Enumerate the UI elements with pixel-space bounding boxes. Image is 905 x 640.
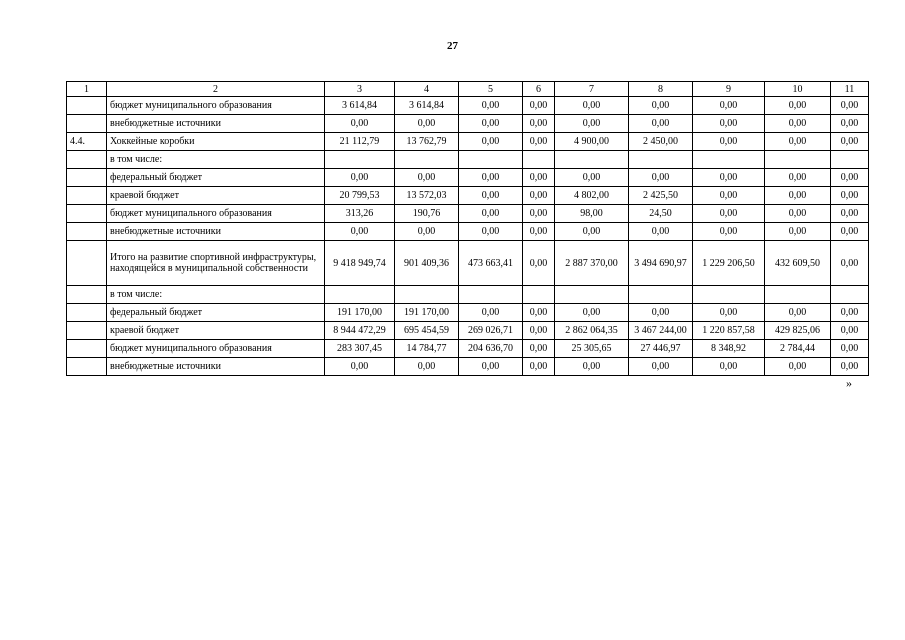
column-header-9: 9 [693,82,765,97]
value-cell-col-11: 0,00 [831,115,869,133]
value-cell-col-4: 0,00 [395,223,459,241]
value-cell-col-9: 0,00 [693,205,765,223]
value-cell-col-3: 313,26 [325,205,395,223]
value-cell-col-11: 0,00 [831,241,869,286]
value-cell-col-6: 0,00 [523,223,555,241]
row-code-cell [67,241,107,286]
value-cell-col-7: 0,00 [555,358,629,376]
table-row [67,322,869,340]
value-cell-col-3: 0,00 [325,358,395,376]
row-code-cell [67,187,107,205]
column-header-4: 4 [395,82,459,97]
value-cell-col-8: 2 450,00 [629,133,693,151]
value-cell-col-11: 0,00 [831,169,869,187]
value-cell-col-11: 0,00 [831,358,869,376]
value-cell-col-8 [629,286,693,304]
table-row [67,340,869,358]
value-cell-col-8: 0,00 [629,169,693,187]
row-name-cell: в том числе: [107,286,325,304]
value-cell-col-10: 0,00 [765,358,831,376]
value-cell-col-8: 0,00 [629,115,693,133]
value-cell-col-7: 4 900,00 [555,133,629,151]
value-cell-col-5: 473 663,41 [459,241,523,286]
value-cell-col-5: 0,00 [459,304,523,322]
value-cell-col-10: 0,00 [765,187,831,205]
value-cell-col-10 [765,151,831,169]
value-cell-col-3: 8 944 472,29 [325,322,395,340]
column-header-7: 7 [555,82,629,97]
value-cell-col-10: 0,00 [765,133,831,151]
value-cell-col-6: 0,00 [523,97,555,115]
value-cell-col-3 [325,286,395,304]
value-cell-col-4: 901 409,36 [395,241,459,286]
header-row [67,82,869,97]
value-cell-col-4: 14 784,77 [395,340,459,358]
value-cell-col-8: 27 446,97 [629,340,693,358]
table-row [67,97,869,115]
column-header-8: 8 [629,82,693,97]
column-header-3: 3 [325,82,395,97]
value-cell-col-3: 0,00 [325,223,395,241]
budget-table [66,81,869,376]
value-cell-col-8: 0,00 [629,223,693,241]
value-cell-col-5 [459,151,523,169]
value-cell-col-4: 695 454,59 [395,322,459,340]
row-code-cell: 4.4. [67,133,107,151]
value-cell-col-6: 0,00 [523,187,555,205]
value-cell-col-10: 0,00 [765,97,831,115]
table-row [67,187,869,205]
value-cell-col-9: 0,00 [693,97,765,115]
table-row [67,241,869,286]
row-name-cell: бюджет муниципального образования [107,97,325,115]
value-cell-col-9 [693,151,765,169]
value-cell-col-6: 0,00 [523,358,555,376]
value-cell-col-3: 191 170,00 [325,304,395,322]
value-cell-col-9: 0,00 [693,358,765,376]
value-cell-col-5: 0,00 [459,169,523,187]
row-name-cell: внебюджетные источники [107,115,325,133]
value-cell-col-9: 0,00 [693,169,765,187]
value-cell-col-7 [555,286,629,304]
value-cell-col-7: 4 802,00 [555,187,629,205]
value-cell-col-3 [325,151,395,169]
value-cell-col-11: 0,00 [831,97,869,115]
table-row [67,304,869,322]
table-row [67,358,869,376]
row-name-cell: бюджет муниципального образования [107,205,325,223]
value-cell-col-5: 0,00 [459,187,523,205]
value-cell-col-8: 0,00 [629,97,693,115]
value-cell-col-6: 0,00 [523,340,555,358]
value-cell-col-6: 0,00 [523,304,555,322]
value-cell-col-5: 0,00 [459,205,523,223]
value-cell-col-9: 1 220 857,58 [693,322,765,340]
value-cell-col-9: 8 348,92 [693,340,765,358]
row-code-cell [67,358,107,376]
value-cell-col-3: 21 112,79 [325,133,395,151]
value-cell-col-8: 3 467 244,00 [629,322,693,340]
value-cell-col-10: 0,00 [765,223,831,241]
row-code-cell [67,322,107,340]
value-cell-col-10: 0,00 [765,205,831,223]
table-body [67,97,869,376]
row-name-cell: федеральный бюджет [107,304,325,322]
value-cell-col-11: 0,00 [831,304,869,322]
row-code-cell [67,97,107,115]
value-cell-col-4: 191 170,00 [395,304,459,322]
value-cell-col-4 [395,151,459,169]
value-cell-col-4: 13 762,79 [395,133,459,151]
table-row [67,169,869,187]
value-cell-col-3: 9 418 949,74 [325,241,395,286]
row-name-cell: краевой бюджет [107,187,325,205]
value-cell-col-7: 0,00 [555,115,629,133]
value-cell-col-11: 0,00 [831,133,869,151]
value-cell-col-6 [523,286,555,304]
column-header-6: 6 [523,82,555,97]
value-cell-col-5: 269 026,71 [459,322,523,340]
value-cell-col-4: 3 614,84 [395,97,459,115]
value-cell-col-4: 0,00 [395,358,459,376]
row-name-cell: федеральный бюджет [107,169,325,187]
table-row [67,133,869,151]
value-cell-col-9: 0,00 [693,115,765,133]
value-cell-col-6 [523,151,555,169]
value-cell-col-7: 2 862 064,35 [555,322,629,340]
row-name-cell: Хоккейные коробки [107,133,325,151]
row-name-cell: Итого на развитие спортивной инфраструктуры, находящейся в муниципальной собственности [107,241,325,286]
value-cell-col-5: 0,00 [459,97,523,115]
row-code-cell [67,115,107,133]
value-cell-col-10: 2 784,44 [765,340,831,358]
table-row [67,151,869,169]
value-cell-col-11: 0,00 [831,205,869,223]
row-name-cell: внебюджетные источники [107,223,325,241]
closing-quote-mark: » [846,376,852,390]
value-cell-col-11: 0,00 [831,340,869,358]
value-cell-col-8 [629,151,693,169]
value-cell-col-4: 0,00 [395,169,459,187]
value-cell-col-4 [395,286,459,304]
row-name-cell: бюджет муниципального образования [107,340,325,358]
column-header-2: 2 [107,82,325,97]
value-cell-col-6: 0,00 [523,322,555,340]
row-name-cell: внебюджетные источники [107,358,325,376]
value-cell-col-3: 0,00 [325,115,395,133]
value-cell-col-7: 0,00 [555,304,629,322]
column-header-11: 11 [831,82,869,97]
value-cell-col-7: 0,00 [555,97,629,115]
value-cell-col-3: 0,00 [325,169,395,187]
value-cell-col-9 [693,286,765,304]
value-cell-col-6: 0,00 [523,115,555,133]
value-cell-col-10: 0,00 [765,169,831,187]
row-code-cell [67,169,107,187]
value-cell-col-3: 283 307,45 [325,340,395,358]
value-cell-col-7 [555,151,629,169]
value-cell-col-8: 2 425,50 [629,187,693,205]
table-row [67,223,869,241]
value-cell-col-7: 0,00 [555,223,629,241]
row-code-cell [67,340,107,358]
value-cell-col-3: 3 614,84 [325,97,395,115]
value-cell-col-7: 25 305,65 [555,340,629,358]
value-cell-col-4: 13 572,03 [395,187,459,205]
value-cell-col-10: 0,00 [765,115,831,133]
value-cell-col-9: 1 229 206,50 [693,241,765,286]
value-cell-col-11: 0,00 [831,322,869,340]
value-cell-col-11 [831,286,869,304]
value-cell-col-5: 0,00 [459,115,523,133]
value-cell-col-5 [459,286,523,304]
value-cell-col-10: 432 609,50 [765,241,831,286]
row-code-cell [67,223,107,241]
row-name-cell: краевой бюджет [107,322,325,340]
column-header-10: 10 [765,82,831,97]
value-cell-col-6: 0,00 [523,241,555,286]
value-cell-col-8: 24,50 [629,205,693,223]
value-cell-col-11: 0,00 [831,187,869,205]
value-cell-col-7: 2 887 370,00 [555,241,629,286]
value-cell-col-9: 0,00 [693,304,765,322]
row-name-cell: в том числе: [107,151,325,169]
value-cell-col-6: 0,00 [523,205,555,223]
column-header-5: 5 [459,82,523,97]
table-row [67,205,869,223]
value-cell-col-5: 204 636,70 [459,340,523,358]
value-cell-col-4: 0,00 [395,115,459,133]
row-code-cell [67,151,107,169]
value-cell-col-4: 190,76 [395,205,459,223]
value-cell-col-11: 0,00 [831,223,869,241]
value-cell-col-5: 0,00 [459,223,523,241]
value-cell-col-10 [765,286,831,304]
value-cell-col-6: 0,00 [523,169,555,187]
table-row [67,286,869,304]
value-cell-col-10: 429 825,06 [765,322,831,340]
value-cell-col-9: 0,00 [693,133,765,151]
value-cell-col-3: 20 799,53 [325,187,395,205]
value-cell-col-9: 0,00 [693,223,765,241]
value-cell-col-8: 0,00 [629,304,693,322]
value-cell-col-6: 0,00 [523,133,555,151]
value-cell-col-5: 0,00 [459,133,523,151]
value-cell-col-7: 98,00 [555,205,629,223]
row-code-cell [67,304,107,322]
value-cell-col-9: 0,00 [693,187,765,205]
table-row [67,115,869,133]
row-code-cell [67,205,107,223]
value-cell-col-8: 3 494 690,97 [629,241,693,286]
value-cell-col-5: 0,00 [459,358,523,376]
row-code-cell [67,286,107,304]
value-cell-col-7: 0,00 [555,169,629,187]
page-number: 27 [447,40,458,52]
column-header-1: 1 [67,82,107,97]
value-cell-col-10: 0,00 [765,304,831,322]
value-cell-col-11 [831,151,869,169]
value-cell-col-8: 0,00 [629,358,693,376]
